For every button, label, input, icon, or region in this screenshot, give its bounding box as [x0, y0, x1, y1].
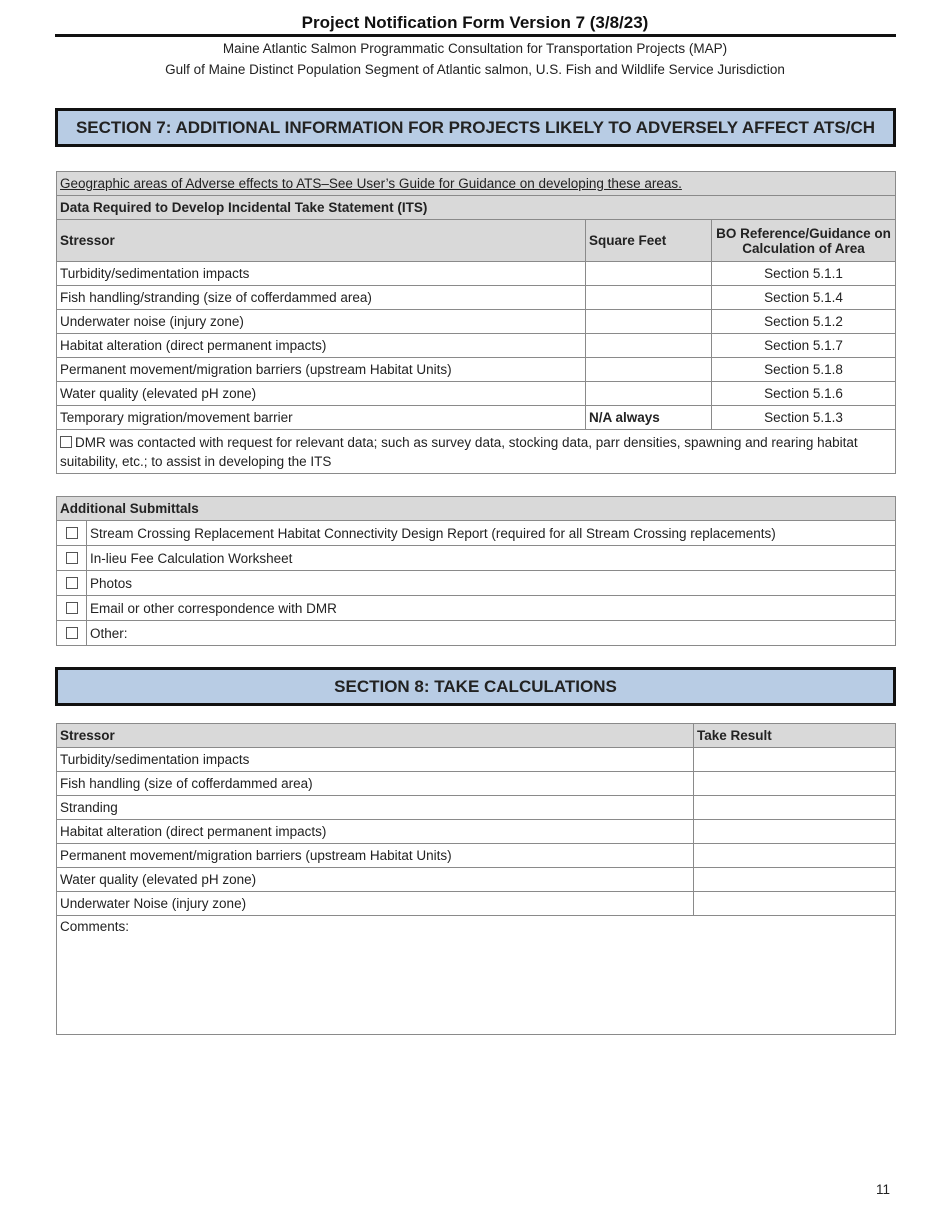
submittal-label: Photos	[87, 571, 896, 596]
table-row	[57, 262, 896, 286]
submittal-checkbox[interactable]	[66, 552, 78, 564]
table-row	[57, 406, 896, 430]
reference-cell: Section 5.1.1	[712, 262, 896, 286]
table-row	[57, 844, 896, 868]
stressor-cell: Turbidity/sedimentation impacts	[57, 748, 694, 772]
stressor-cell: Water quality (elevated pH zone)	[57, 382, 586, 406]
stressor-cell: Turbidity/sedimentation impacts	[57, 262, 586, 286]
submittal-label[interactable]: Other:	[87, 621, 896, 646]
header-subtitle-1: Maine Atlantic Salmon Programmatic Consultation for Transportation Projects (MAP)	[222, 41, 728, 56]
take-result-input[interactable]	[694, 748, 896, 772]
comments-label: Comments:	[60, 919, 130, 934]
submittal-checkbox[interactable]	[66, 527, 78, 539]
table-row	[57, 382, 896, 406]
stressor-cell: Habitat alteration (direct permanent impacts)	[57, 820, 694, 844]
stressor-cell: Underwater Noise (injury zone)	[57, 892, 694, 916]
its-data-table	[56, 171, 896, 474]
section-8-banner: SECTION 8: TAKE CALCULATIONS	[55, 667, 896, 706]
stressor-cell: Fish handling/stranding (size of cofferdammed area)	[57, 286, 586, 310]
col-square-feet-header: Square Feet	[586, 220, 712, 262]
list-item	[57, 596, 896, 621]
dmr-note: DMR was contacted with request for relevant data; such as survey data, stocking data, parr densities, spawning and rearing habitat suitability, etc.; to assist in developing the ITS	[60, 434, 858, 469]
table-row	[57, 772, 896, 796]
take-result-input[interactable]	[694, 844, 896, 868]
geo-areas-link[interactable]: Geographic areas of Adverse effects to ATS–See User’s Guide for Guidance on developing these areas.	[57, 172, 896, 196]
reference-cell: Section 5.1.2	[712, 310, 896, 334]
square-feet-input[interactable]	[586, 262, 712, 286]
square-feet-input[interactable]	[586, 382, 712, 406]
dmr-contact-row	[57, 430, 896, 474]
list-item	[57, 621, 896, 646]
comments-field[interactable]	[57, 916, 896, 1035]
table-row	[57, 820, 896, 844]
take-calculations-table	[56, 723, 896, 1035]
take-result-input[interactable]	[694, 772, 896, 796]
take-result-input[interactable]	[694, 820, 896, 844]
reference-cell: Section 5.1.4	[712, 286, 896, 310]
table-row	[57, 892, 896, 916]
col-stressor-header: Stressor	[57, 220, 586, 262]
submittal-label: Stream Crossing Replacement Habitat Connectivity Design Report (required for all Stream Crossing replacements)	[87, 521, 896, 546]
stressor-cell: Stranding	[57, 796, 694, 820]
form-title: Project Notification Form Version 7 (3/8/23)	[301, 13, 649, 32]
stressor-cell: Underwater noise (injury zone)	[57, 310, 586, 334]
submittals-heading: Additional Submittals	[57, 497, 896, 521]
submittal-checkbox[interactable]	[66, 577, 78, 589]
dmr-contacted-checkbox[interactable]	[60, 436, 72, 448]
table-row	[57, 796, 896, 820]
reference-cell: Section 5.1.7	[712, 334, 896, 358]
header-divider	[55, 34, 896, 37]
table-row	[57, 286, 896, 310]
submittal-checkbox[interactable]	[66, 602, 78, 614]
square-feet-cell: N/A always	[586, 406, 712, 430]
reference-cell: Section 5.1.8	[712, 358, 896, 382]
square-feet-input[interactable]	[586, 286, 712, 310]
header-subtitle-2: Gulf of Maine Distinct Population Segment of Atlantic salmon, U.S. Fish and Wildlife Service Jurisdiction	[165, 62, 785, 77]
reference-cell: Section 5.1.3	[712, 406, 896, 430]
stressor-cell: Temporary migration/movement barrier	[57, 406, 586, 430]
list-item	[57, 571, 896, 596]
section-7-banner: SECTION 7: ADDITIONAL INFORMATION FOR PROJECTS LIKELY TO ADVERSELY AFFECT ATS/CH	[55, 108, 896, 147]
col-stressor-header: Stressor	[57, 724, 694, 748]
square-feet-input[interactable]	[586, 334, 712, 358]
square-feet-input[interactable]	[586, 310, 712, 334]
reference-cell: Section 5.1.6	[712, 382, 896, 406]
take-result-input[interactable]	[694, 796, 896, 820]
its-heading: Data Required to Develop Incidental Take Statement (ITS)	[57, 196, 896, 220]
take-result-input[interactable]	[694, 868, 896, 892]
stressor-cell: Habitat alteration (direct permanent impacts)	[57, 334, 586, 358]
table-row	[57, 334, 896, 358]
list-item	[57, 521, 896, 546]
submittal-label: Email or other correspondence with DMR	[87, 596, 896, 621]
table-row	[57, 358, 896, 382]
col-take-result-header: Take Result	[694, 724, 896, 748]
page-number: 11	[876, 1182, 891, 1197]
submittal-label: In-lieu Fee Calculation Worksheet	[87, 546, 896, 571]
table-row	[57, 748, 896, 772]
stressor-cell: Fish handling (size of cofferdammed area)	[57, 772, 694, 796]
list-item	[57, 546, 896, 571]
col-bo-reference-header: BO Reference/Guidance on Calculation of Area	[712, 220, 896, 262]
stressor-cell: Permanent movement/migration barriers (upstream Habitat Units)	[57, 844, 694, 868]
table-row	[57, 868, 896, 892]
take-result-input[interactable]	[694, 892, 896, 916]
square-feet-input[interactable]	[586, 358, 712, 382]
table-row	[57, 310, 896, 334]
additional-submittals-table	[56, 496, 896, 646]
stressor-cell: Permanent movement/migration barriers (upstream Habitat Units)	[57, 358, 586, 382]
stressor-cell: Water quality (elevated pH zone)	[57, 868, 694, 892]
submittal-checkbox[interactable]	[66, 627, 78, 639]
